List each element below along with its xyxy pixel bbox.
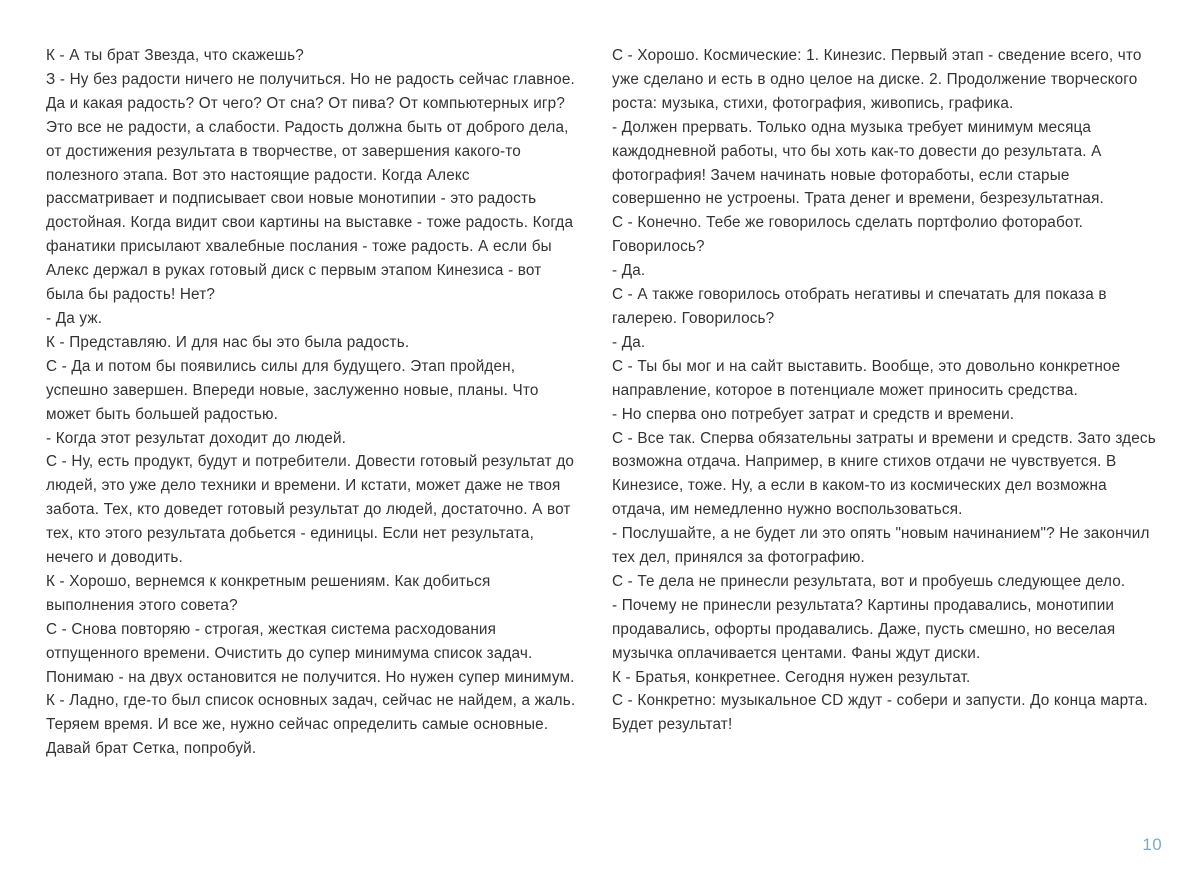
paragraph: С - Те дела не принесли результата, вот и пробуешь следующее дело. bbox=[612, 572, 1126, 590]
paragraph: - Да уж. bbox=[46, 309, 103, 327]
paragraph: С - Хорошо. Космические: 1. Кинезис. Первый этап - сведение всего, что уже сделано и есть в одно целое на диске. 2. Продолжение творческого роста: музыка, стихи, фотография, живопись, графика. bbox=[612, 47, 1142, 112]
page-number: 10 bbox=[1142, 835, 1162, 854]
right-text-column bbox=[612, 44, 1162, 737]
paragraph: С - Снова повторяю - строгая, жесткая система расходования отпущенного времени. Очистить до супер минимума список задач. Понимаю - на двух остановится не получится. Но нужен супер минимум. bbox=[46, 620, 575, 686]
paragraph: С - Все так. Сперва обязательны затраты и времени и средств. Зато здесь возможна отдача. Например, в книге стихов отдачи не чувствуется. В Кинезисе, тоже. Ну, а если в каком-то из космических дел возможна отдача, им немедленно нужно воспользоваться. bbox=[612, 429, 1156, 519]
paragraph: С - Да и потом бы появились силы для будущего. Этап пройден, успешно завершен. Впереди новые, заслуженно новые, планы. Что может быть большей радостью. bbox=[46, 357, 539, 423]
paragraph: С - Ты бы мог и на сайт выставить. Вообще, это довольно конкретное направление, которое в потенциале может приносить средства. bbox=[612, 357, 1121, 399]
paragraph: С - Ну, есть продукт, будут и потребители. Довести готовый результат до людей, это уже дело техники и времени. И кстати, может даже не твоя забота. Тех, кто доведет готовый результат до людей, достаточно. А вот тех, кто этого результата добьется - единицы. Если нет результата, нечего и доводить. bbox=[46, 453, 575, 567]
paragraph: С - А также говорилось отобрать негативы и спечатать для показа в галерею. Говорилось? bbox=[612, 286, 1107, 327]
paragraph: - Почему не принесли результата? Картины продавались, монотипии продавались, офорты продавались. Даже, пусть смешно, но веселая музычка оплачивается центами. Фаны ждут диски. bbox=[612, 596, 1116, 662]
paragraph: К - Хорошо, вернемся к конкретным решениям. Как добиться выполнения этого совета? bbox=[46, 572, 491, 614]
paragraph: - Послушайте, а не будет ли это опять "новым начинанием"? Не закончил тех дел, принялся за фотографию. bbox=[612, 525, 1150, 567]
paragraph: - Должен прервать. Только одна музыка требует минимум месяца каждодневной работы, что бы хоть как-то довести до результата. А фотография! Зачем начинать новые фотоработы, если старые совершенно не устроены. Трата денег и времени, безрезультатная. bbox=[612, 118, 1104, 208]
paragraph: К - Братья, конкретнее. Сегодня нужен результат. bbox=[612, 668, 971, 686]
paragraph: - Да. bbox=[612, 333, 646, 351]
text-columns bbox=[46, 44, 1162, 761]
paragraph: К - А ты брат Звезда, что скажешь? bbox=[46, 47, 304, 64]
paragraph: - Да. bbox=[612, 262, 646, 280]
paragraph: К - Ладно, где-то был список основных задач, сейчас не найдем, а жаль. Теряем время. И все же, нужно сейчас определить самые основные. Давай брат Сетка, попробуй. bbox=[46, 692, 576, 758]
paragraph: С - Конечно. Тебе же говорилось сделать портфолио фоторабот. Говорилось? bbox=[612, 214, 1084, 256]
paragraph: З - Ну без радости ничего не получиться. Но не радость сейчас главное. Да и какая радость? От чего? От сна? От пива? От компьютерных игр? Это все не радости, а слабости. Радость должна быть от доброго дела, от достижения результата в творчестве, от завершения какого-то полезного этапа. Вот это настоящие радости. Когда Алекс рассматривает и подписывает свои новые монотипии - это радость достойная. Когда видит свои картины на выставке - тоже радость. Когда фанатики присылают хвалебные послания - тоже радость. А если бы Алекс держал в руках готовый диск с первым этапом Кинезиса - вот была бы радость! Нет? bbox=[46, 70, 575, 304]
paragraph: - Когда этот результат доходит до людей. bbox=[46, 429, 347, 447]
paragraph: С - Конкретно: музыкальное CD ждут - собери и запусти. До конца марта. Будет результат! bbox=[612, 692, 1148, 734]
paragraph: К - Представляю. И для нас бы это была радость. bbox=[46, 333, 410, 351]
left-text-column bbox=[46, 44, 579, 761]
paragraph: - Но сперва оно потребует затрат и средств и времени. bbox=[612, 405, 1015, 423]
